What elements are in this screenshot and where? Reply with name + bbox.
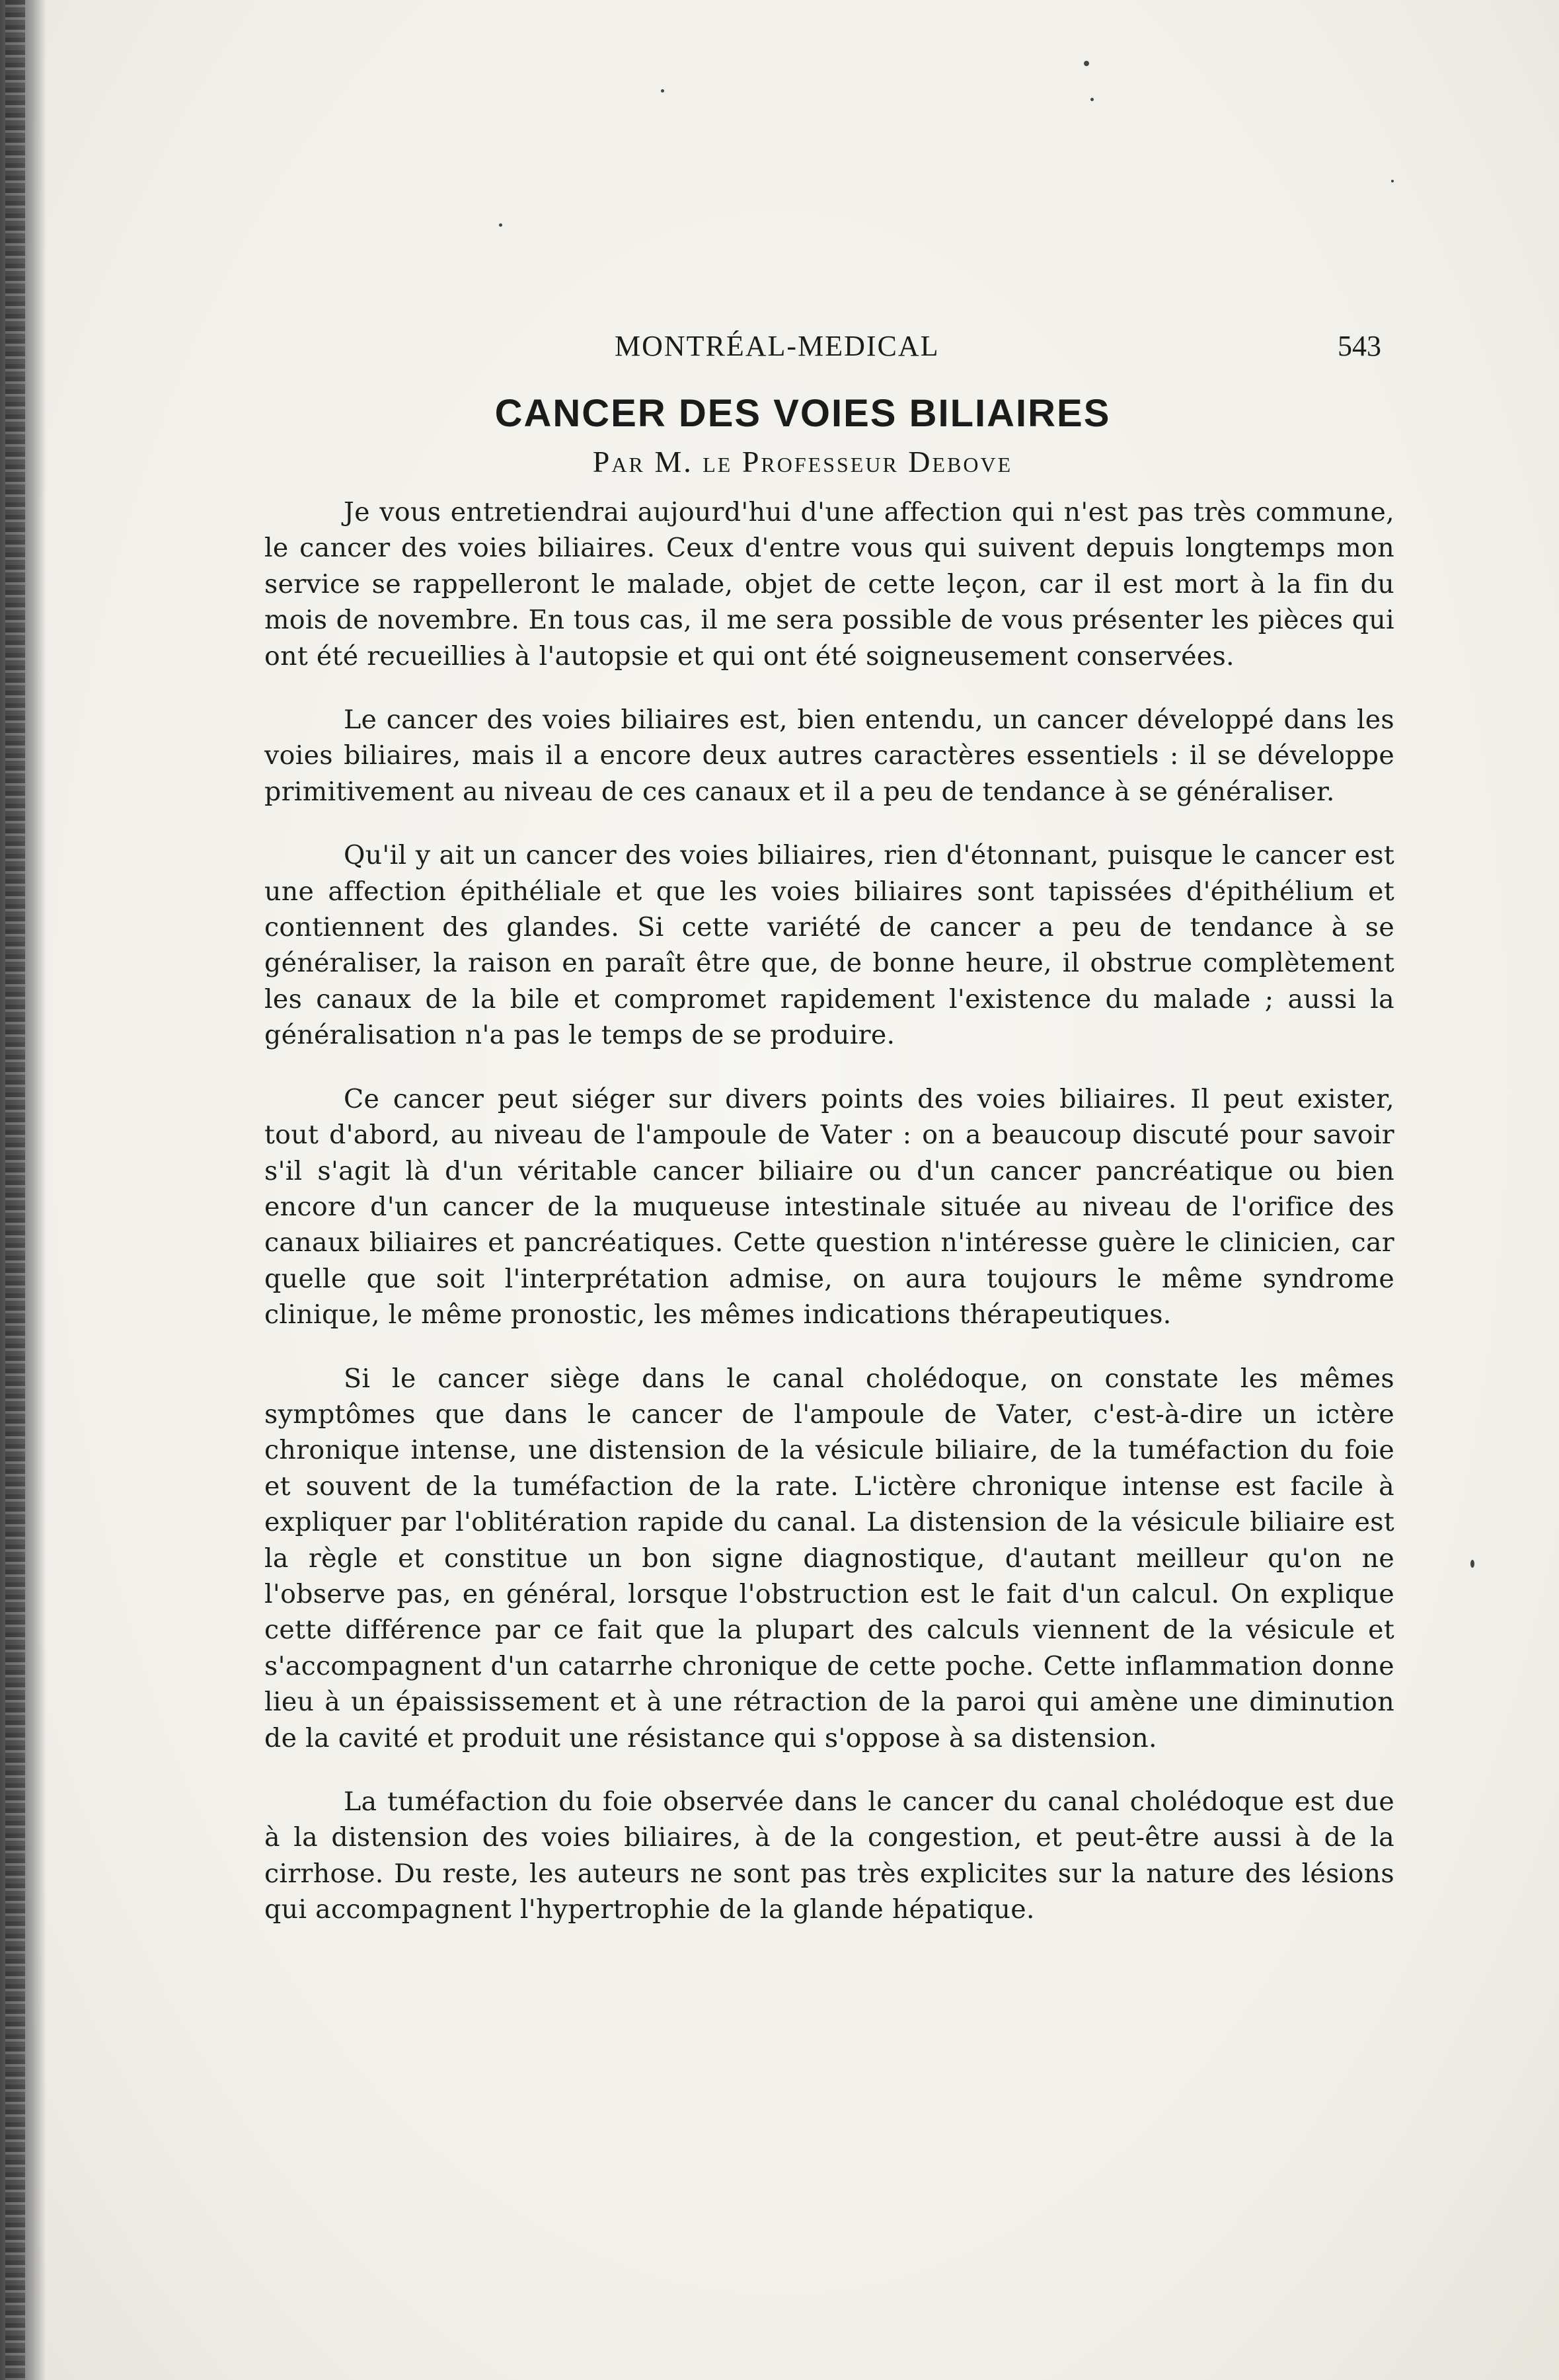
scan-speck: [1090, 98, 1094, 101]
running-head: MONTRÉAL-MEDICAL: [615, 330, 940, 362]
scan-speck: [661, 89, 664, 93]
paragraph: Je vous entretiendrai aujourd'hui d'une affection qui n'est pas très commune, le cancer des voies biliaires. Ceux d'entre vous qui suivent depuis longtemps mon service se rappelleront le malade, objet de cette leçon, car il est mort à la fin du mois de novembre. En tous cas, il me sera possible de vous présenter les pièces qui ont été recueillies à l'autopsie et qui ont été soigneusement conservées.: [264, 497, 1394, 672]
page-number: 543: [1338, 330, 1381, 362]
paragraph: Si le cancer siège dans le canal cholédoque, on constate les mêmes symptômes que dans le cancer de l'ampoule de Vater, c'est-à-dire un ictère chronique intense, une distension de la vésicule biliaire, de la tuméfaction du foie et souvent de la tuméfaction de la rate. L'ictère chronique intense est facile à expliquer par l'oblitération rapide du canal. La distension de la vésicule biliaire est la règle et constitue un bon signe diagnostique, d'autant meilleur qu'on ne l'observe pas, en général, lorsque l'obstruction est le fait d'un calcul. On explique cette différence par ce fait que la plupart des calculs viennent de la vésicule et s'accompagnent d'un catarrhe chronique de cette poche. Cette inflammation donne lieu à un épaississement et à une rétraction de la paroi qui amène une diminution de la cavité et produit une résistance qui s'oppose à sa distension.: [264, 1363, 1394, 1753]
scan-speck: [1391, 180, 1394, 182]
paragraph: La tuméfaction du foie observée dans le cancer du canal cholédoque est due à la distension des voies biliaires, à de la congestion, et peut-être aussi à de la cirrhose. Du reste, les auteurs ne sont pas très explicites sur la nature des lésions qui accompagnent l'hypertrophie de la glande hépatique.: [264, 1786, 1394, 1925]
paragraph: Ce cancer peut siéger sur divers points des voies biliaires. Il peut exister, tout d'abord, au niveau de l'ampoule de Vater : on a beaucoup discuté pour savoir s'il s'agit là d'un véritable cancer biliaire ou d'un cancer pancréatique ou bien encore d'un cancer de la muqueuse intestinale située au niveau de l'orifice des canaux biliaires et pancréatiques. Cette question n'intéresse guère le clinicien, car quelle que soit l'interprétation admise, on aura toujours le même syndrome clinique, le même pronostic, les mêmes indications thérapeutiques.: [264, 1083, 1394, 1330]
paragraph: Le cancer des voies biliaires est, bien entendu, un cancer développé dans les voies biliaires, mais il a encore deux autres caractères essentiels : il se développe primitivement au niveau de ces canaux et il a peu de tendance à se généraliser.: [264, 705, 1394, 807]
article-title: CANCER DES VOIES BILIAIRES: [494, 392, 1111, 435]
scan-speck: [499, 223, 502, 227]
article-byline: Par M. le Professeur Debove: [592, 445, 1013, 479]
article-body: [264, 494, 1394, 1956]
binding-streak: [5, 0, 25, 2380]
scan-speck: [1470, 1560, 1474, 1568]
page-header: [568, 329, 1388, 369]
scan-speck: [1084, 61, 1089, 66]
paragraph: Qu'il y ait un cancer des voies biliaires, rien d'étonnant, puisque le cancer est une affection épithéliale et que les voies biliaires sont tapissées d'épithélium et contiennent des glandes. Si cette variété de cancer a peu de tendance à se généraliser, la raison en paraît être que, de bonne heure, il obstrue complètement les canaux de la bile et compromet rapidement l'existence du malade ; aussi la généralisation n'a pas le temps de se produire.: [264, 840, 1394, 1051]
